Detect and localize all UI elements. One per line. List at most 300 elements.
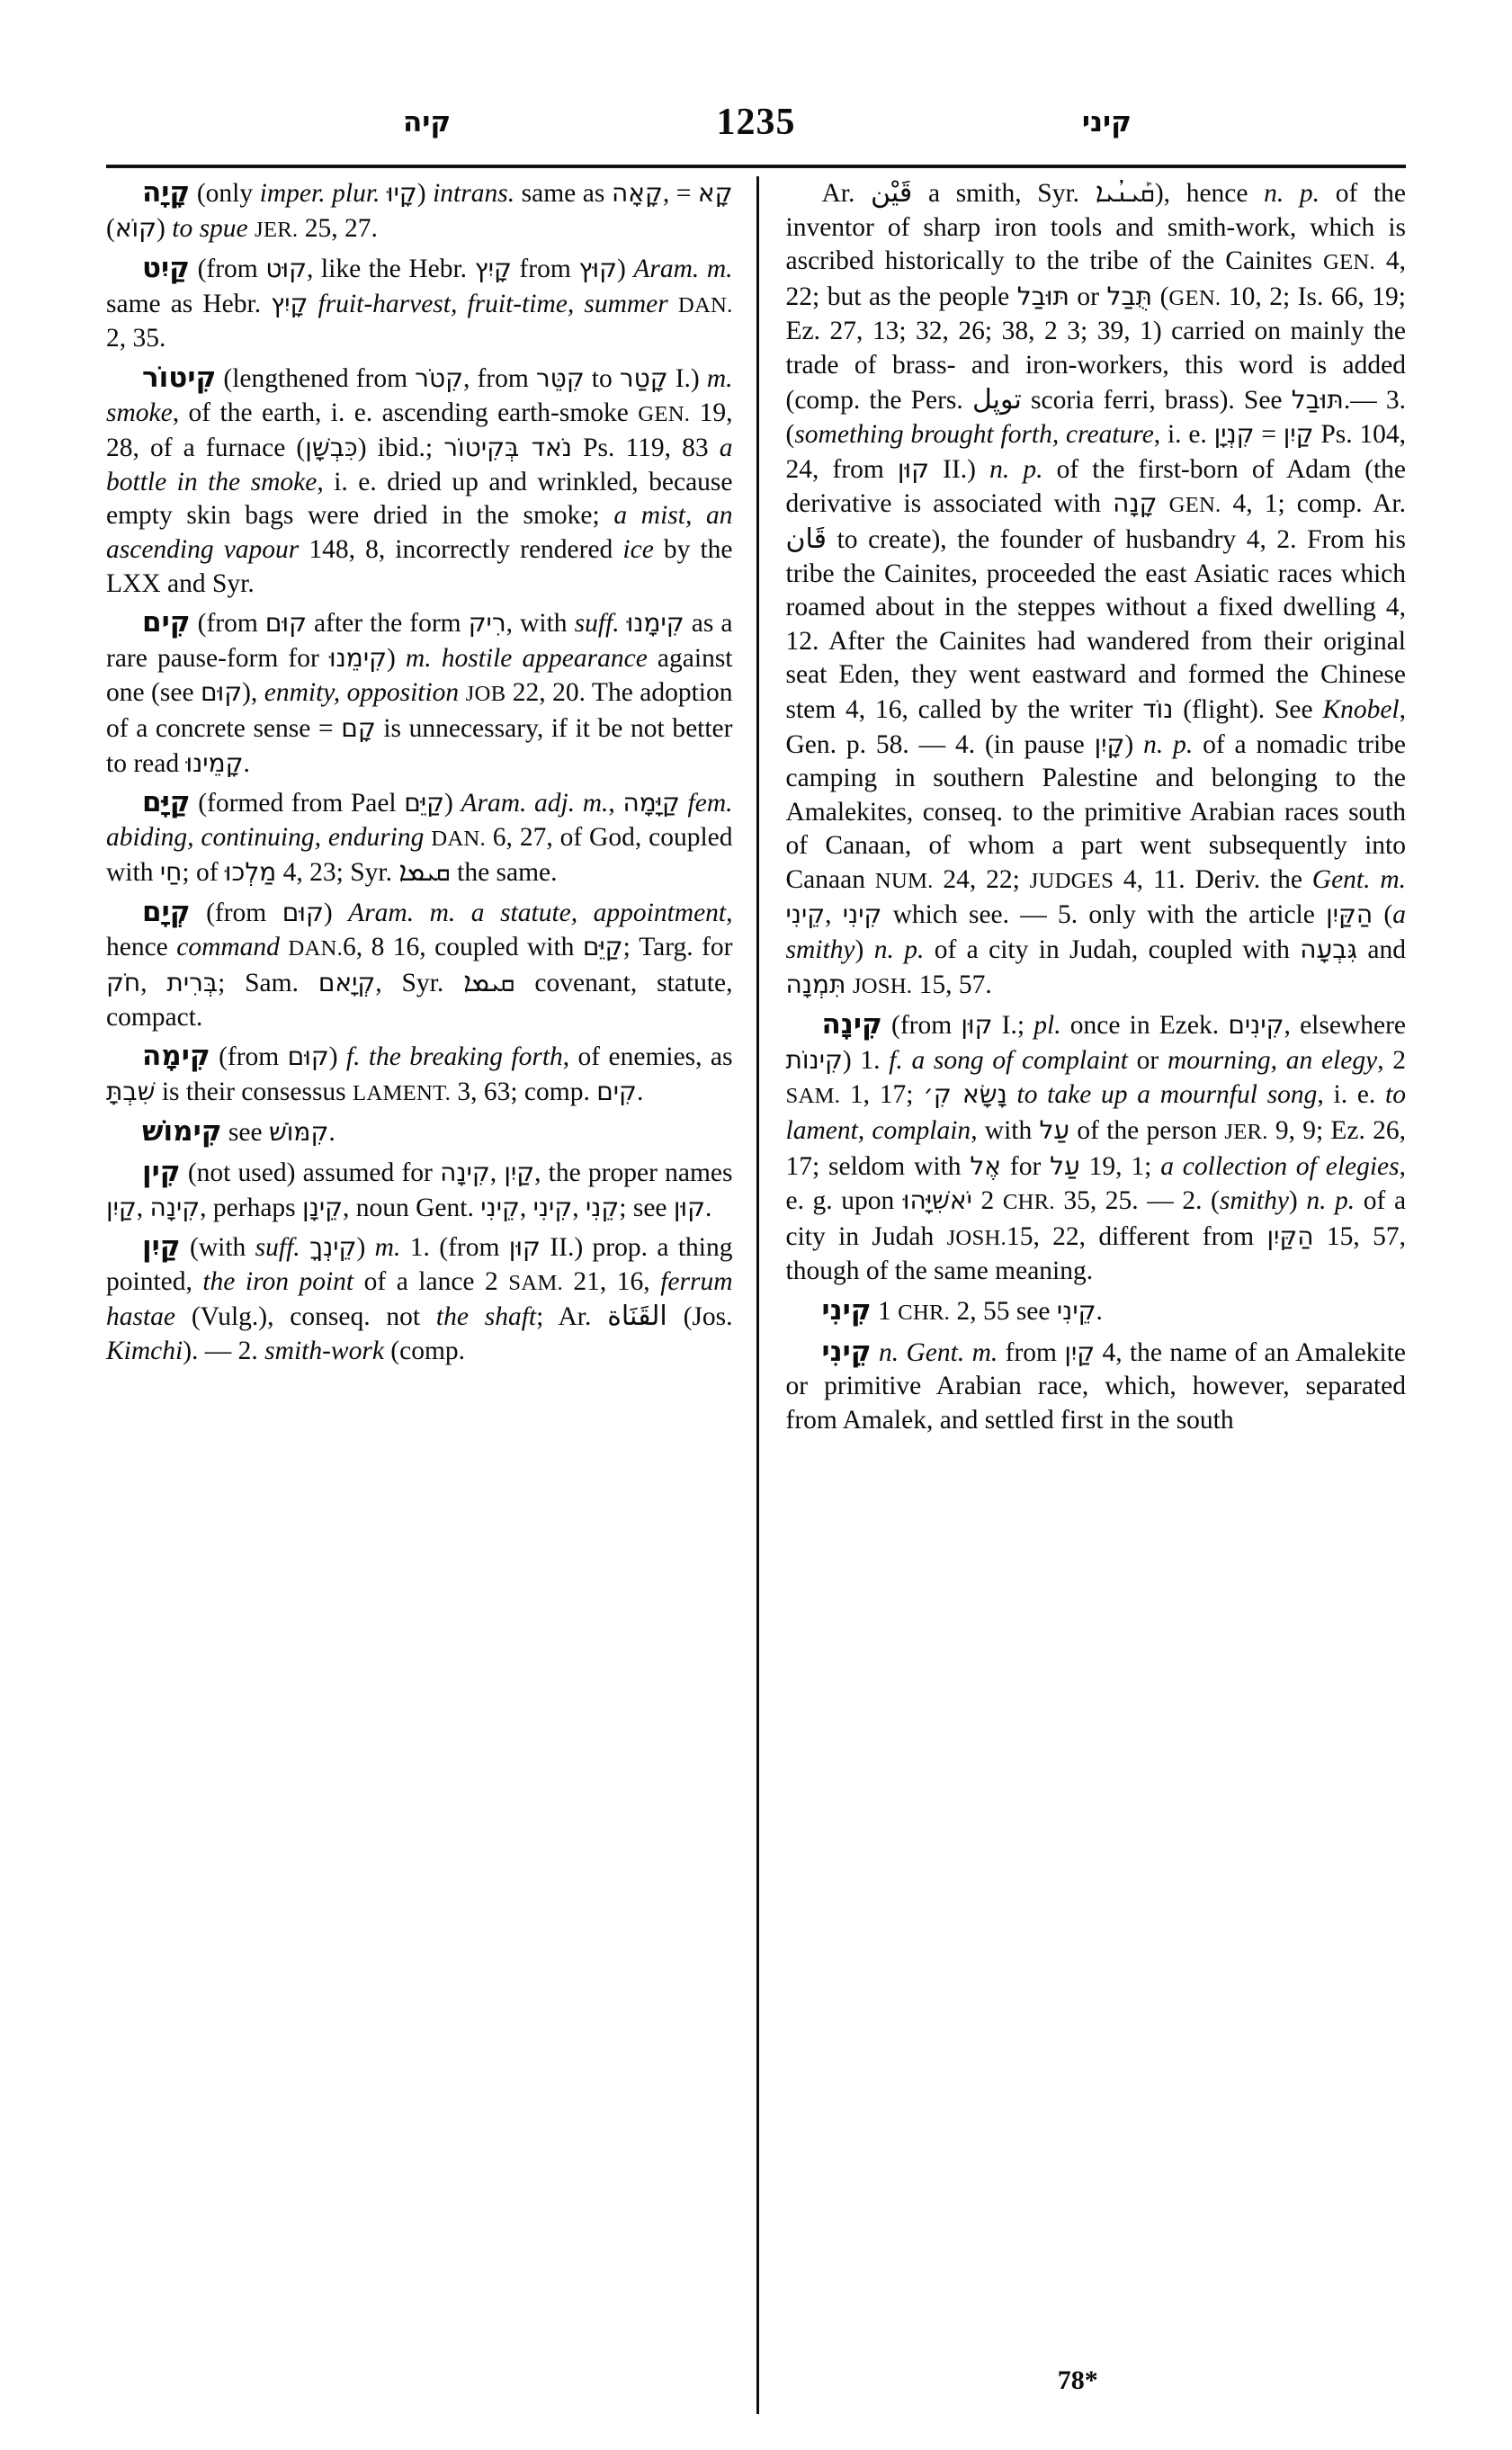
entry-text: (comp. bbox=[383, 1337, 466, 1365]
entry-text: is their consessus bbox=[155, 1077, 353, 1106]
dictionary-entry bbox=[106, 1115, 733, 1150]
entry-headword: קִים bbox=[142, 606, 191, 639]
entry-text: , with bbox=[505, 609, 575, 639]
hebrew-form: בְּרִית bbox=[166, 968, 219, 998]
entry-text: 1, 17; bbox=[840, 1080, 924, 1110]
hebrew-form: קֵינִי bbox=[480, 1192, 520, 1222]
entry-text: 2 bbox=[971, 1186, 1003, 1216]
page-number: 1235 bbox=[716, 102, 796, 143]
gloss-text: Aram. m. bbox=[633, 255, 733, 284]
arabic-form: توپل bbox=[971, 383, 1022, 416]
hebrew-form: הַקַּיִן bbox=[1266, 1221, 1314, 1251]
entry-text: 19, 28, of a furnace ( bbox=[106, 398, 733, 463]
entry-text: 21, 16, bbox=[562, 1266, 661, 1296]
gloss-text: to take up a mournful song bbox=[1016, 1080, 1318, 1110]
gloss-text: Knobel bbox=[1322, 694, 1400, 724]
dictionary-entry bbox=[106, 1040, 733, 1110]
running-head-left-word: קיה bbox=[403, 106, 452, 139]
hebrew-form: קֵינָן bbox=[302, 1192, 343, 1222]
entry-text: . bbox=[1096, 1297, 1103, 1326]
hebrew-form: קַיֵּם bbox=[404, 788, 444, 818]
gloss-text: imper. plur. bbox=[259, 179, 380, 208]
entry-text: , with bbox=[971, 1116, 1040, 1146]
entry-text: (from bbox=[190, 255, 266, 284]
hebrew-form: קַיִן bbox=[1064, 1337, 1096, 1367]
hebrew-form: קוּן bbox=[508, 1232, 541, 1263]
gloss-text: command bbox=[176, 933, 280, 962]
entry-text: of a city in Judah, coupled with bbox=[924, 935, 1301, 965]
reference-abbrev: GEN. bbox=[1168, 285, 1221, 310]
gloss-text: n. p. bbox=[1306, 1186, 1355, 1216]
gloss-text: f. the breaking forth bbox=[345, 1042, 563, 1072]
hebrew-form: קִנְיָן bbox=[1213, 419, 1255, 450]
gloss-text: Kimchi bbox=[106, 1337, 183, 1365]
entry-text: after the form bbox=[306, 609, 469, 639]
hebrew-form: קַיֵּם bbox=[582, 932, 623, 962]
entry-text: scoria ferri, brass). See bbox=[1021, 385, 1292, 415]
entry-text: of a lance 2 bbox=[353, 1266, 509, 1296]
hebrew-form: קָאָה bbox=[611, 178, 663, 208]
entry-text bbox=[680, 789, 688, 818]
hebrew-form: חַי bbox=[159, 857, 183, 888]
entry-text: ; Targ. for bbox=[622, 933, 733, 962]
entry-text bbox=[872, 1338, 879, 1367]
reference-abbrev: SAM. bbox=[508, 1270, 563, 1295]
reference-abbrev: JOSH. bbox=[946, 1225, 1007, 1250]
entry-text: for bbox=[1001, 1151, 1051, 1181]
reference-abbrev: CHR. bbox=[898, 1301, 951, 1325]
arabic-form: قَان bbox=[785, 523, 828, 555]
hebrew-form: קִמּוֹשׁ bbox=[268, 1117, 329, 1148]
entry-text: II.) bbox=[929, 454, 990, 484]
entry-text bbox=[380, 179, 387, 208]
syriac-form: ܩܰܝܢܳܝܐ bbox=[1095, 177, 1155, 209]
hebrew-form: נֹאד בְּקִיטוֹר bbox=[443, 433, 572, 463]
entry-text: , of the earth, i. e. ascending earth-smoke bbox=[172, 398, 639, 427]
entry-text: 9, 9; Ez. 26, 17; seldom with bbox=[785, 1116, 1406, 1181]
entry-text bbox=[248, 214, 255, 243]
column-left bbox=[106, 176, 756, 2414]
entry-text: to bbox=[584, 363, 620, 393]
dictionary-entry bbox=[786, 1294, 1407, 1330]
entry-text: , like the Hebr. bbox=[306, 255, 475, 284]
hebrew-form: קוּץ bbox=[578, 254, 617, 284]
gloss-text: something brought forth, creature bbox=[794, 420, 1154, 450]
hebrew-form: קִינוֹת bbox=[785, 1044, 843, 1075]
reference-abbrev: GEN. bbox=[1322, 250, 1375, 275]
gloss-text: the iron point bbox=[202, 1266, 354, 1296]
gloss-text: a mist, an ascending vapour bbox=[106, 501, 733, 564]
reference-abbrev: LAMENT. bbox=[353, 1080, 451, 1105]
entry-text: ( bbox=[1373, 900, 1393, 930]
reference-abbrev: GEN. bbox=[638, 401, 691, 426]
entry-text: ) bbox=[328, 1042, 346, 1072]
hebrew-form: קָא bbox=[697, 178, 733, 208]
gloss-text: intrans. bbox=[433, 179, 515, 208]
entry-text: (from bbox=[190, 898, 282, 927]
entry-text: 6, 27, of God, coupled with bbox=[106, 822, 733, 888]
hebrew-form: קַיִן bbox=[504, 1158, 535, 1188]
hebrew-form: קִינָה bbox=[440, 1158, 490, 1188]
entry-text: , of enemies, as bbox=[562, 1042, 733, 1072]
dictionary-entry bbox=[106, 896, 733, 1034]
entry-text: of the inventor of sharp iron tools and smith-work, which is ascribed historically to the tribe of the Cainites bbox=[785, 179, 1407, 276]
entry-text: 4, 23; Syr. bbox=[276, 858, 399, 888]
arabic-form: القَنَاة bbox=[607, 1301, 667, 1333]
entry-text: of a nomadic tribe camping in southern Palestine and belonging to the Amalekites, conseq. to the primitive Arabian races south of Canaan, of whom a part went subsequently into Canaan bbox=[785, 729, 1407, 894]
entry-text: ) bbox=[443, 789, 461, 818]
entry-text: from bbox=[511, 255, 579, 284]
entry-text: 1 bbox=[871, 1297, 899, 1326]
entry-text: . bbox=[243, 748, 250, 778]
entry-text: , i. e. dried up and wrinkled, because empty skin bags were dried in the smoke; bbox=[106, 467, 733, 531]
gloss-text: mourning, an elegy bbox=[1167, 1045, 1378, 1075]
gloss-text: Aram. adj. m. bbox=[461, 789, 609, 818]
gloss-text: f. a song of complaint bbox=[889, 1045, 1128, 1075]
entry-text: ) bbox=[386, 643, 406, 673]
entry-text: 4, 11. Deriv. the bbox=[1114, 864, 1312, 894]
gloss-text: n. p. bbox=[1264, 179, 1320, 208]
hebrew-form: קָיִן bbox=[1094, 729, 1125, 759]
reference-abbrev: DAN. bbox=[677, 292, 733, 317]
hebrew-form: קוּם bbox=[282, 897, 324, 927]
entry-headword: קֵינִי bbox=[821, 1335, 872, 1368]
hebrew-form: נָשָׂא קִ׳ bbox=[923, 1079, 1007, 1110]
gloss-text: enmity, opposition bbox=[264, 678, 460, 708]
gloss-text: Gent. m. bbox=[1311, 864, 1407, 894]
entry-text: to create), the founder of husbandry 4, 2. From his tribe the Cainites, proceeded the east Asiatic races which roamed about in the steppes without a fixed dwelling 4, 12. After the Cainites had wandered from their original seat Eden, they went eastward and formed the Chinese stem 4, 16, called by the writer bbox=[785, 524, 1406, 724]
entry-text: ). — 2. bbox=[183, 1337, 265, 1365]
hebrew-form: קָיוּ bbox=[386, 178, 417, 208]
hebrew-form: עַל bbox=[1050, 1150, 1080, 1181]
entry-text: 1. (from bbox=[400, 1233, 509, 1263]
gloss-text: to lament, complain bbox=[785, 1080, 1406, 1146]
hebrew-form: קִימֵנוּ bbox=[328, 642, 387, 673]
entry-text bbox=[280, 933, 288, 961]
hebrew-form: קַיָּמָה bbox=[622, 788, 680, 818]
entry-text: the same. bbox=[450, 858, 558, 888]
entry-text: . bbox=[636, 1077, 644, 1106]
entry-text: . bbox=[705, 1193, 712, 1222]
hebrew-form: קוּן bbox=[673, 1192, 706, 1222]
entry-text: , = bbox=[662, 179, 698, 208]
entry-headword: קַיָּם bbox=[142, 786, 191, 819]
entry-text: 10, 2; Is. 66, 19; Ez. 27, 13; 32, 26; 38, 2 3; 39, 1) carried on mainly the trade of brass- and iron-workers, this word is added (comp. the Pers. bbox=[785, 282, 1406, 415]
hebrew-form: קְיָאם bbox=[318, 968, 376, 998]
reference-abbrev: JER. bbox=[1224, 1120, 1268, 1145]
entry-text: , Syr. bbox=[375, 969, 464, 998]
entry-headword: קִימוֹשׁ bbox=[142, 1115, 222, 1149]
entry-text: 15, 22, different from bbox=[1006, 1221, 1267, 1251]
hebrew-form: תּוּבַל bbox=[1016, 281, 1069, 311]
hebrew-form: נוֹד bbox=[1142, 693, 1174, 724]
hebrew-form: קִינָה bbox=[149, 1192, 201, 1222]
hebrew-form: קָטַר bbox=[619, 362, 668, 393]
entry-text: (flight). See bbox=[1173, 694, 1323, 724]
dictionary-entry bbox=[106, 606, 733, 781]
entry-text bbox=[620, 609, 627, 638]
entry-text bbox=[308, 290, 318, 318]
entry-headword: קְיָם bbox=[142, 895, 191, 928]
hebrew-form: קֵינְךָ bbox=[309, 1232, 357, 1263]
entry-text: see bbox=[221, 1118, 269, 1148]
hebrew-form: קוּן bbox=[897, 453, 930, 484]
gloss-text: smith-work bbox=[264, 1337, 384, 1365]
gloss-text: a collection of elegies bbox=[1160, 1151, 1400, 1181]
entry-text: .— 3. ( bbox=[785, 385, 1406, 450]
hebrew-form: שִׁבְתָּ bbox=[106, 1076, 156, 1106]
entry-text: ) bbox=[356, 1233, 375, 1263]
entry-text: is unnecessary, if it be not better to read bbox=[106, 713, 733, 778]
entry-text: 19, 1; bbox=[1079, 1151, 1161, 1181]
entry-text: ( bbox=[1152, 282, 1169, 311]
entry-text: Ps. 104, 24, from bbox=[785, 420, 1406, 484]
reference-abbrev: CHR. bbox=[1002, 1190, 1055, 1215]
entry-text bbox=[845, 970, 852, 999]
hebrew-form: הַקַּיִן bbox=[1326, 899, 1373, 930]
entry-text: ; Ar. bbox=[536, 1302, 608, 1332]
arabic-form: قَيْن bbox=[871, 177, 913, 209]
entry-text bbox=[1157, 489, 1168, 518]
entry-text: ), bbox=[242, 678, 264, 708]
entry-text: ) ibid.; bbox=[357, 434, 444, 463]
entry-text: , bbox=[519, 1193, 533, 1222]
hebrew-form: גִּבְעָה bbox=[1300, 934, 1358, 965]
gloss-text: m. bbox=[374, 1233, 401, 1263]
entry-text: ( bbox=[106, 213, 115, 243]
hebrew-form: קוּם bbox=[287, 1042, 329, 1072]
entry-text: , bbox=[608, 789, 623, 818]
entry-text: (with bbox=[180, 1233, 255, 1263]
header-rule bbox=[106, 165, 1406, 168]
hebrew-form: קִטֹר bbox=[415, 362, 463, 393]
entry-text: of the first-born of Adam (the derivative is associated with bbox=[785, 454, 1407, 519]
hebrew-form: תּוּבַל bbox=[1291, 384, 1344, 415]
entry-headword: קַיִט bbox=[142, 252, 191, 285]
entry-text: 2, 35. bbox=[106, 324, 166, 353]
entry-text: same as bbox=[514, 179, 612, 208]
entry-text: 148, 8, incorrectly rendered bbox=[299, 534, 623, 564]
hebrew-form: רִיק bbox=[468, 608, 506, 639]
entry-text: (Vulg.), conseq. not bbox=[175, 1302, 436, 1332]
entry-text: (Jos. bbox=[667, 1302, 733, 1332]
entry-text: Ar. bbox=[821, 179, 872, 208]
reference-abbrev: JUDGES bbox=[1029, 868, 1114, 893]
entry-text: or bbox=[1127, 1045, 1168, 1075]
entry-text: ; see bbox=[619, 1193, 674, 1222]
reference-abbrev: JOB bbox=[465, 682, 506, 707]
entry-headword: קִין bbox=[142, 1156, 181, 1189]
entry-text: 25, 27. bbox=[298, 213, 378, 243]
entry-text: as a rare pause-form for bbox=[106, 609, 733, 673]
gloss-text: the shaft bbox=[435, 1302, 537, 1332]
entry-text: II.) prop. a thing pointed, bbox=[106, 1233, 733, 1296]
hebrew-form: קִים bbox=[596, 1076, 637, 1106]
hebrew-form: קֵינִי bbox=[785, 899, 826, 930]
entry-text: ) bbox=[157, 213, 173, 243]
entry-text: ) bbox=[1124, 729, 1144, 759]
hebrew-form: קוֹא bbox=[114, 212, 157, 243]
entry-text: , bbox=[140, 969, 167, 998]
entry-text: , noun Gent. bbox=[343, 1193, 481, 1222]
entry-text: , 2 bbox=[1377, 1045, 1407, 1075]
hebrew-form: קִימָנוּ bbox=[626, 608, 684, 639]
entry-text: 6, 8 16, coupled with bbox=[343, 933, 583, 962]
entry-text: ; Sam. bbox=[218, 969, 318, 998]
entry-text: , hence bbox=[106, 898, 733, 962]
hebrew-form: תֻּבַל bbox=[1106, 281, 1153, 311]
signature-mark: 78* bbox=[1057, 2365, 1098, 2395]
entry-text: (lengthened from bbox=[216, 363, 416, 393]
hebrew-form: קָיִץ bbox=[271, 288, 309, 318]
hebrew-form: אֶל bbox=[970, 1150, 1002, 1181]
entry-text: (formed from Pael bbox=[190, 789, 405, 818]
entry-text: , bbox=[572, 1193, 586, 1222]
entry-text: (only bbox=[190, 179, 260, 208]
entry-text: , bbox=[489, 1158, 505, 1188]
gloss-text: n. Gent. m. bbox=[879, 1337, 998, 1367]
gloss-text: fem. abiding, continuing, enduring bbox=[106, 789, 733, 852]
hebrew-form: קִינִים bbox=[1228, 1010, 1284, 1041]
reference-abbrev: DAN. bbox=[288, 936, 344, 961]
syriac-form: ܩܝܡܐ bbox=[463, 967, 515, 999]
entry-text: of the person bbox=[1069, 1116, 1225, 1146]
entry-text: 24, 22; bbox=[933, 864, 1030, 894]
entry-text bbox=[300, 1233, 309, 1262]
gloss-text: ferrum hastae bbox=[106, 1266, 733, 1332]
entry-text: , e. g. upon bbox=[785, 1151, 1406, 1216]
gloss-text: suff. bbox=[574, 609, 620, 639]
dictionary-entry bbox=[106, 1156, 733, 1225]
entry-text: ), hence bbox=[1154, 179, 1265, 208]
reference-abbrev: NUM. bbox=[874, 868, 934, 893]
entry-headword: קִינָה bbox=[821, 1008, 882, 1042]
hebrew-form: קַיִן bbox=[106, 1192, 137, 1222]
entry-text: I.) bbox=[667, 363, 707, 393]
entry-text: , i. e. bbox=[1317, 1080, 1386, 1110]
gloss-text: ice bbox=[622, 534, 654, 564]
hebrew-form: קָם bbox=[341, 712, 376, 743]
entry-headword: קִינִי bbox=[821, 1294, 872, 1327]
hebrew-form: קִינִי bbox=[842, 899, 882, 930]
entry-text: 4, 22; but as the people bbox=[785, 246, 1406, 311]
entry-text: 3, 63; comp. bbox=[450, 1077, 597, 1106]
reference-abbrev: JER. bbox=[255, 217, 299, 242]
entry-text: 4, 1; comp. Ar. bbox=[1221, 489, 1406, 519]
gloss-text: n. p. bbox=[989, 454, 1043, 484]
entry-text: against one (see bbox=[106, 643, 733, 708]
hebrew-form: קוּן bbox=[961, 1010, 993, 1041]
entry-text: ; of bbox=[182, 858, 225, 888]
entry-text: (not used) assumed for bbox=[180, 1158, 441, 1188]
entry-text: (from bbox=[881, 1011, 962, 1041]
gloss-text: a smithy bbox=[785, 900, 1407, 965]
gloss-text: a bottle in the smoke bbox=[106, 434, 733, 496]
gloss-text: smithy bbox=[1219, 1186, 1289, 1216]
dictionary-entry bbox=[786, 1008, 1407, 1289]
hebrew-form: קָנָה bbox=[1113, 488, 1158, 519]
entry-text: Ps. 119, 83 bbox=[572, 434, 720, 463]
running-head bbox=[151, 97, 1361, 156]
entry-text: same as Hebr. bbox=[106, 289, 272, 318]
gloss-text: n. p. bbox=[873, 935, 925, 965]
entry-text: 2, 55 see bbox=[950, 1297, 1057, 1326]
hebrew-form: קֵנִי bbox=[585, 1192, 620, 1222]
entry-headword: קָיָה bbox=[142, 176, 191, 209]
entry-text: , elsewhere bbox=[1284, 1011, 1406, 1041]
entry-text: 15, 57. bbox=[912, 970, 992, 999]
dictionary-entry bbox=[106, 786, 733, 890]
entry-headword: קַיִן bbox=[142, 1230, 181, 1264]
hebrew-form: יֹאשִׁיָּהוּ bbox=[902, 1185, 972, 1216]
gloss-text: Aram. m. a statute, appointment bbox=[348, 898, 727, 927]
reference-abbrev: JOSH. bbox=[852, 973, 913, 998]
entry-text: from bbox=[998, 1337, 1065, 1367]
entry-text: ) bbox=[416, 179, 434, 208]
hebrew-form: מַלְכוּ bbox=[224, 857, 277, 888]
entry-text: ) bbox=[1288, 1186, 1307, 1216]
entry-text: which see. — 5. only with the article bbox=[881, 900, 1327, 930]
entry-text: = bbox=[1254, 420, 1284, 450]
entry-text: a smith, Syr. bbox=[912, 179, 1096, 208]
hebrew-form: קֵינִי bbox=[1056, 1296, 1096, 1326]
hebrew-form: חֹק bbox=[106, 968, 141, 998]
reference-abbrev: GEN. bbox=[1168, 493, 1221, 518]
hebrew-form: קִטֵּר bbox=[535, 362, 585, 393]
syriac-form: ܩܝܡܐ bbox=[398, 856, 451, 889]
entry-text: , perhaps bbox=[200, 1193, 303, 1222]
dictionary-entry bbox=[106, 252, 733, 356]
entry-text: ) bbox=[323, 898, 349, 927]
reference-abbrev: DAN. bbox=[431, 826, 486, 851]
entry-text: covenant, statute, compact. bbox=[106, 969, 733, 1032]
hebrew-form: קַיִן bbox=[1283, 419, 1314, 450]
column-right bbox=[756, 176, 1407, 2414]
dictionary-entry bbox=[106, 1230, 733, 1368]
entry-text bbox=[1007, 1080, 1017, 1109]
hebrew-form: קוּם bbox=[264, 608, 307, 639]
entry-text: I.; bbox=[992, 1011, 1034, 1041]
hebrew-form: עַל bbox=[1039, 1115, 1070, 1146]
entry-text: 22, 20. The adoption of a concrete sense = bbox=[106, 678, 733, 743]
gloss-text: n. p. bbox=[1143, 729, 1194, 759]
gloss-text: to spue bbox=[172, 213, 248, 243]
entry-text: ) bbox=[616, 255, 634, 284]
entry-text: , from bbox=[462, 363, 536, 393]
entry-headword: קִיטוֹר bbox=[142, 361, 217, 394]
hebrew-form: כִּבְשָׁן bbox=[305, 433, 358, 463]
hebrew-form: קָיִץ bbox=[474, 254, 512, 284]
entry-text: or bbox=[1069, 282, 1107, 311]
entry-text: , bbox=[136, 1193, 150, 1222]
entry-text: (from bbox=[210, 1042, 288, 1072]
entry-text: once in Ezek. bbox=[1060, 1011, 1229, 1041]
entry-text: , i. e. bbox=[1153, 420, 1214, 450]
entry-text: , Gen. p. 58. — 4. (in pause bbox=[785, 694, 1406, 759]
entry-text: 15, 57, though of the same meaning. bbox=[785, 1221, 1407, 1286]
entry-text: (from bbox=[190, 609, 265, 639]
hebrew-form: תִּמְנָה bbox=[785, 969, 846, 999]
dictionary-entry bbox=[786, 1336, 1407, 1438]
running-head-right-word: קיני bbox=[1081, 106, 1132, 139]
gloss-text: m. smoke bbox=[106, 363, 733, 427]
hebrew-form: קוּם bbox=[201, 677, 243, 708]
dictionary-entry bbox=[786, 176, 1407, 1003]
reference-abbrev: SAM. bbox=[785, 1084, 841, 1109]
entry-text: , the proper names bbox=[534, 1158, 733, 1188]
entry-text: ) 1. bbox=[842, 1045, 890, 1075]
body-columns bbox=[106, 176, 1406, 2414]
